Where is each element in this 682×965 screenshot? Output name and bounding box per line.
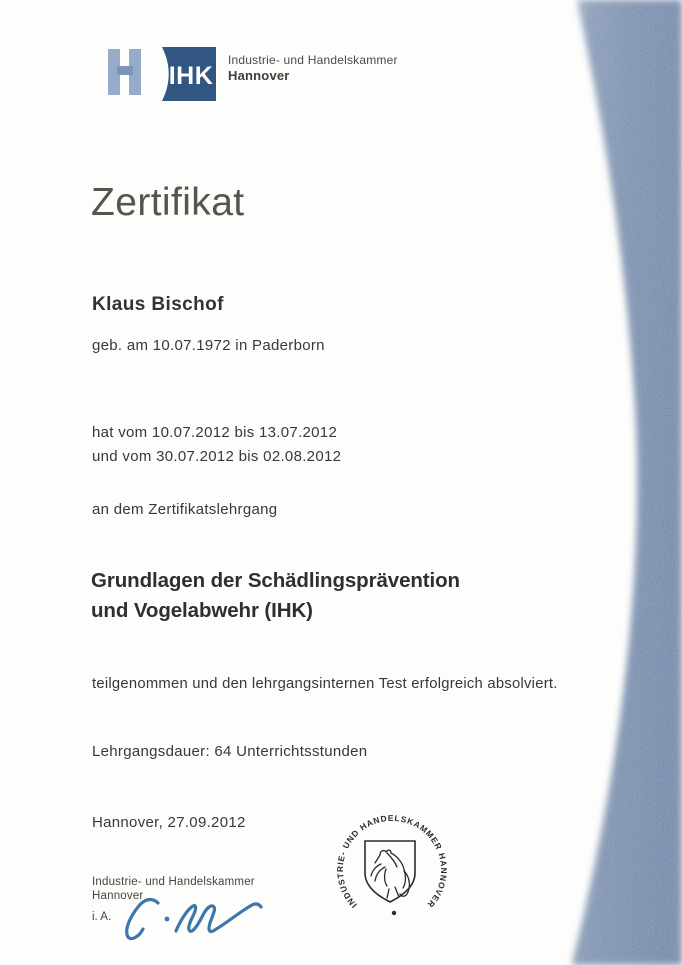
seal-ring-text: INDUSTRIE- UND HANDELSKAMMER HANNOVER — [334, 812, 450, 911]
result-line: teilgenommen und den lehrgangsinternen Test erfolgreich absolviert. — [92, 676, 558, 692]
per-procura-label: i. A. — [92, 911, 112, 923]
ihk-logo — [108, 47, 398, 101]
seal-shield-icon — [365, 841, 415, 902]
ihk-box-icon — [156, 47, 216, 101]
attendance-period-line1: hat vom 10.07.2012 bis 13.07.2012 — [92, 424, 338, 441]
ihk-acronym: IHK — [168, 62, 214, 90]
seal-bottom-dot — [392, 911, 396, 915]
certificate-title: Zertifikat — [91, 181, 245, 224]
place-date-line: Hannover, 27.09.2012 — [92, 814, 246, 831]
signer-org-line2: Hannover — [92, 889, 144, 902]
seal-horse-icon — [371, 850, 409, 898]
course-intro-line: an dem Zertifikatslehrgang — [92, 501, 278, 518]
recipient-birth-line: geb. am 10.07.1972 in Paderborn — [92, 337, 325, 354]
recipient-name: Klaus Bischof — [92, 294, 224, 315]
course-title — [91, 566, 460, 626]
handwritten-signature — [100, 888, 275, 948]
duration-line: Lehrgangsdauer: 64 Unterrichtsstunden — [92, 743, 368, 760]
ihk-h-mark-icon — [108, 47, 144, 97]
attendance-period-line2: und vom 30.07.2012 bis 02.08.2012 — [92, 448, 342, 465]
signer-org-line1: Industrie- und Handelskammer — [92, 876, 255, 888]
logo-org-line2: Hannover — [228, 68, 290, 83]
logo-org-text — [228, 47, 398, 84]
ihk-seal-stamp — [329, 807, 455, 933]
logo-org-line1: Industrie- und Handelskammer — [228, 53, 398, 67]
course-title-line1: Grundlagen der Schädlingsprävention — [91, 569, 460, 592]
svg-text:INDUSTRIE- UND HANDELSKAMMER H — [335, 813, 449, 910]
course-title-line2: und Vogelabwehr (IHK) — [91, 599, 313, 622]
